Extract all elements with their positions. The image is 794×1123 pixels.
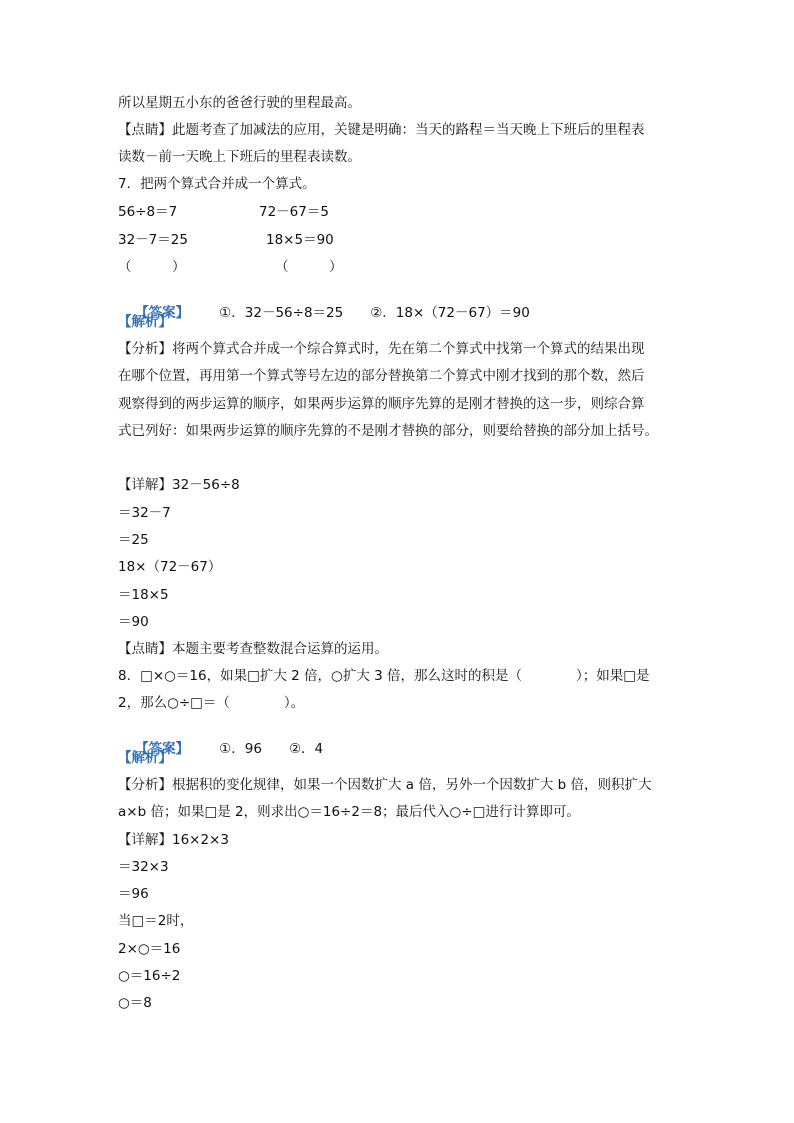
question-8-title: 8．□×○＝16，如果□扩大 2 倍，○扩大 3 倍，那么这时的积是（ ）；如果□是 [118, 668, 650, 684]
equation: 18×5＝90 [266, 232, 334, 248]
analysis-text: 观察得到的两步运算的顺序，如果两步运算的顺序先算的是刚才替换的这一步，则综合算 [118, 396, 645, 412]
equation: 72－67＝5 [259, 204, 329, 220]
detail-line: ＝25 [118, 532, 149, 548]
detail-line: ＝96 [118, 886, 149, 902]
analysis-text: 【分析】根据积的变化规律，如果一个因数扩大 a 倍，另外一个因数扩大 b 倍，则积扩大 [118, 777, 652, 793]
analysis-text: a×b 倍；如果□是 2，则求出○＝16÷2＝8；最后代入○÷□进行计算即可。 [118, 804, 580, 820]
text-line: 所以星期五小东的爸爸行驶的里程最高。 [118, 95, 361, 111]
question-7-title: 7．把两个算式合并成一个算式。 [118, 176, 316, 192]
detail-line: ○＝8 [118, 995, 152, 1011]
detail-line: 【详解】16×2×3 [118, 832, 229, 848]
answer-tag: 【答案】 [135, 305, 190, 321]
answer-blank: （ ） [118, 259, 186, 275]
equation: 56÷8＝7 [118, 204, 178, 220]
detail-line: 【点睛】本题主要考查整数混合运算的运用。 [118, 641, 388, 657]
text-line: 读数－前一天晚上下班后的里程表读数。 [118, 149, 361, 165]
analysis-text: 【分析】将两个算式合并成一个综合算式时，先在第二个算式中找第一个算式的结果出现 [118, 341, 645, 357]
detail-line: 【详解】32－56÷8 [118, 477, 240, 493]
detail-line: ＝32－7 [118, 505, 171, 521]
detail-line: 18×（72－67） [118, 559, 222, 575]
detail-line: ＝18×5 [118, 587, 169, 603]
analysis-text: 式已列好：如果两步运算的顺序先算的不是刚才替换的部分，则要给替换的部分加上括号。 [118, 423, 658, 439]
detail-line: ＝32×3 [118, 859, 169, 875]
analysis-tag: 【解析】 [118, 750, 172, 766]
detail-line: ○＝16÷2 [118, 968, 181, 984]
equation: 32－7＝25 [118, 232, 188, 248]
analysis-tag: 【解析】 [118, 314, 172, 330]
answer-text: ①．96 ②．4 [219, 741, 324, 757]
answer-line [118, 286, 530, 340]
detail-line: 当□＝2时， [118, 913, 194, 929]
detail-line: ＝90 [118, 614, 149, 630]
question-8-text: 2，那么○÷□＝（ ）。 [118, 695, 305, 711]
answer-text: ①．32－56÷8＝25 ②．18×（72－67）＝90 [219, 305, 530, 321]
analysis-text: 在哪个位置，再用第一个算式等号左边的部分替换第二个算式中刚才找到的那个数，然后 [118, 368, 645, 384]
detail-line: 2×○＝16 [118, 941, 181, 957]
answer-blank: （ ） [275, 259, 343, 275]
answer-tag: 【答案】 [135, 741, 190, 757]
text-line: 【点睛】此题考查了加减法的应用，关键是明确：当天的路程＝当天晚上下班后的里程表 [118, 122, 645, 138]
